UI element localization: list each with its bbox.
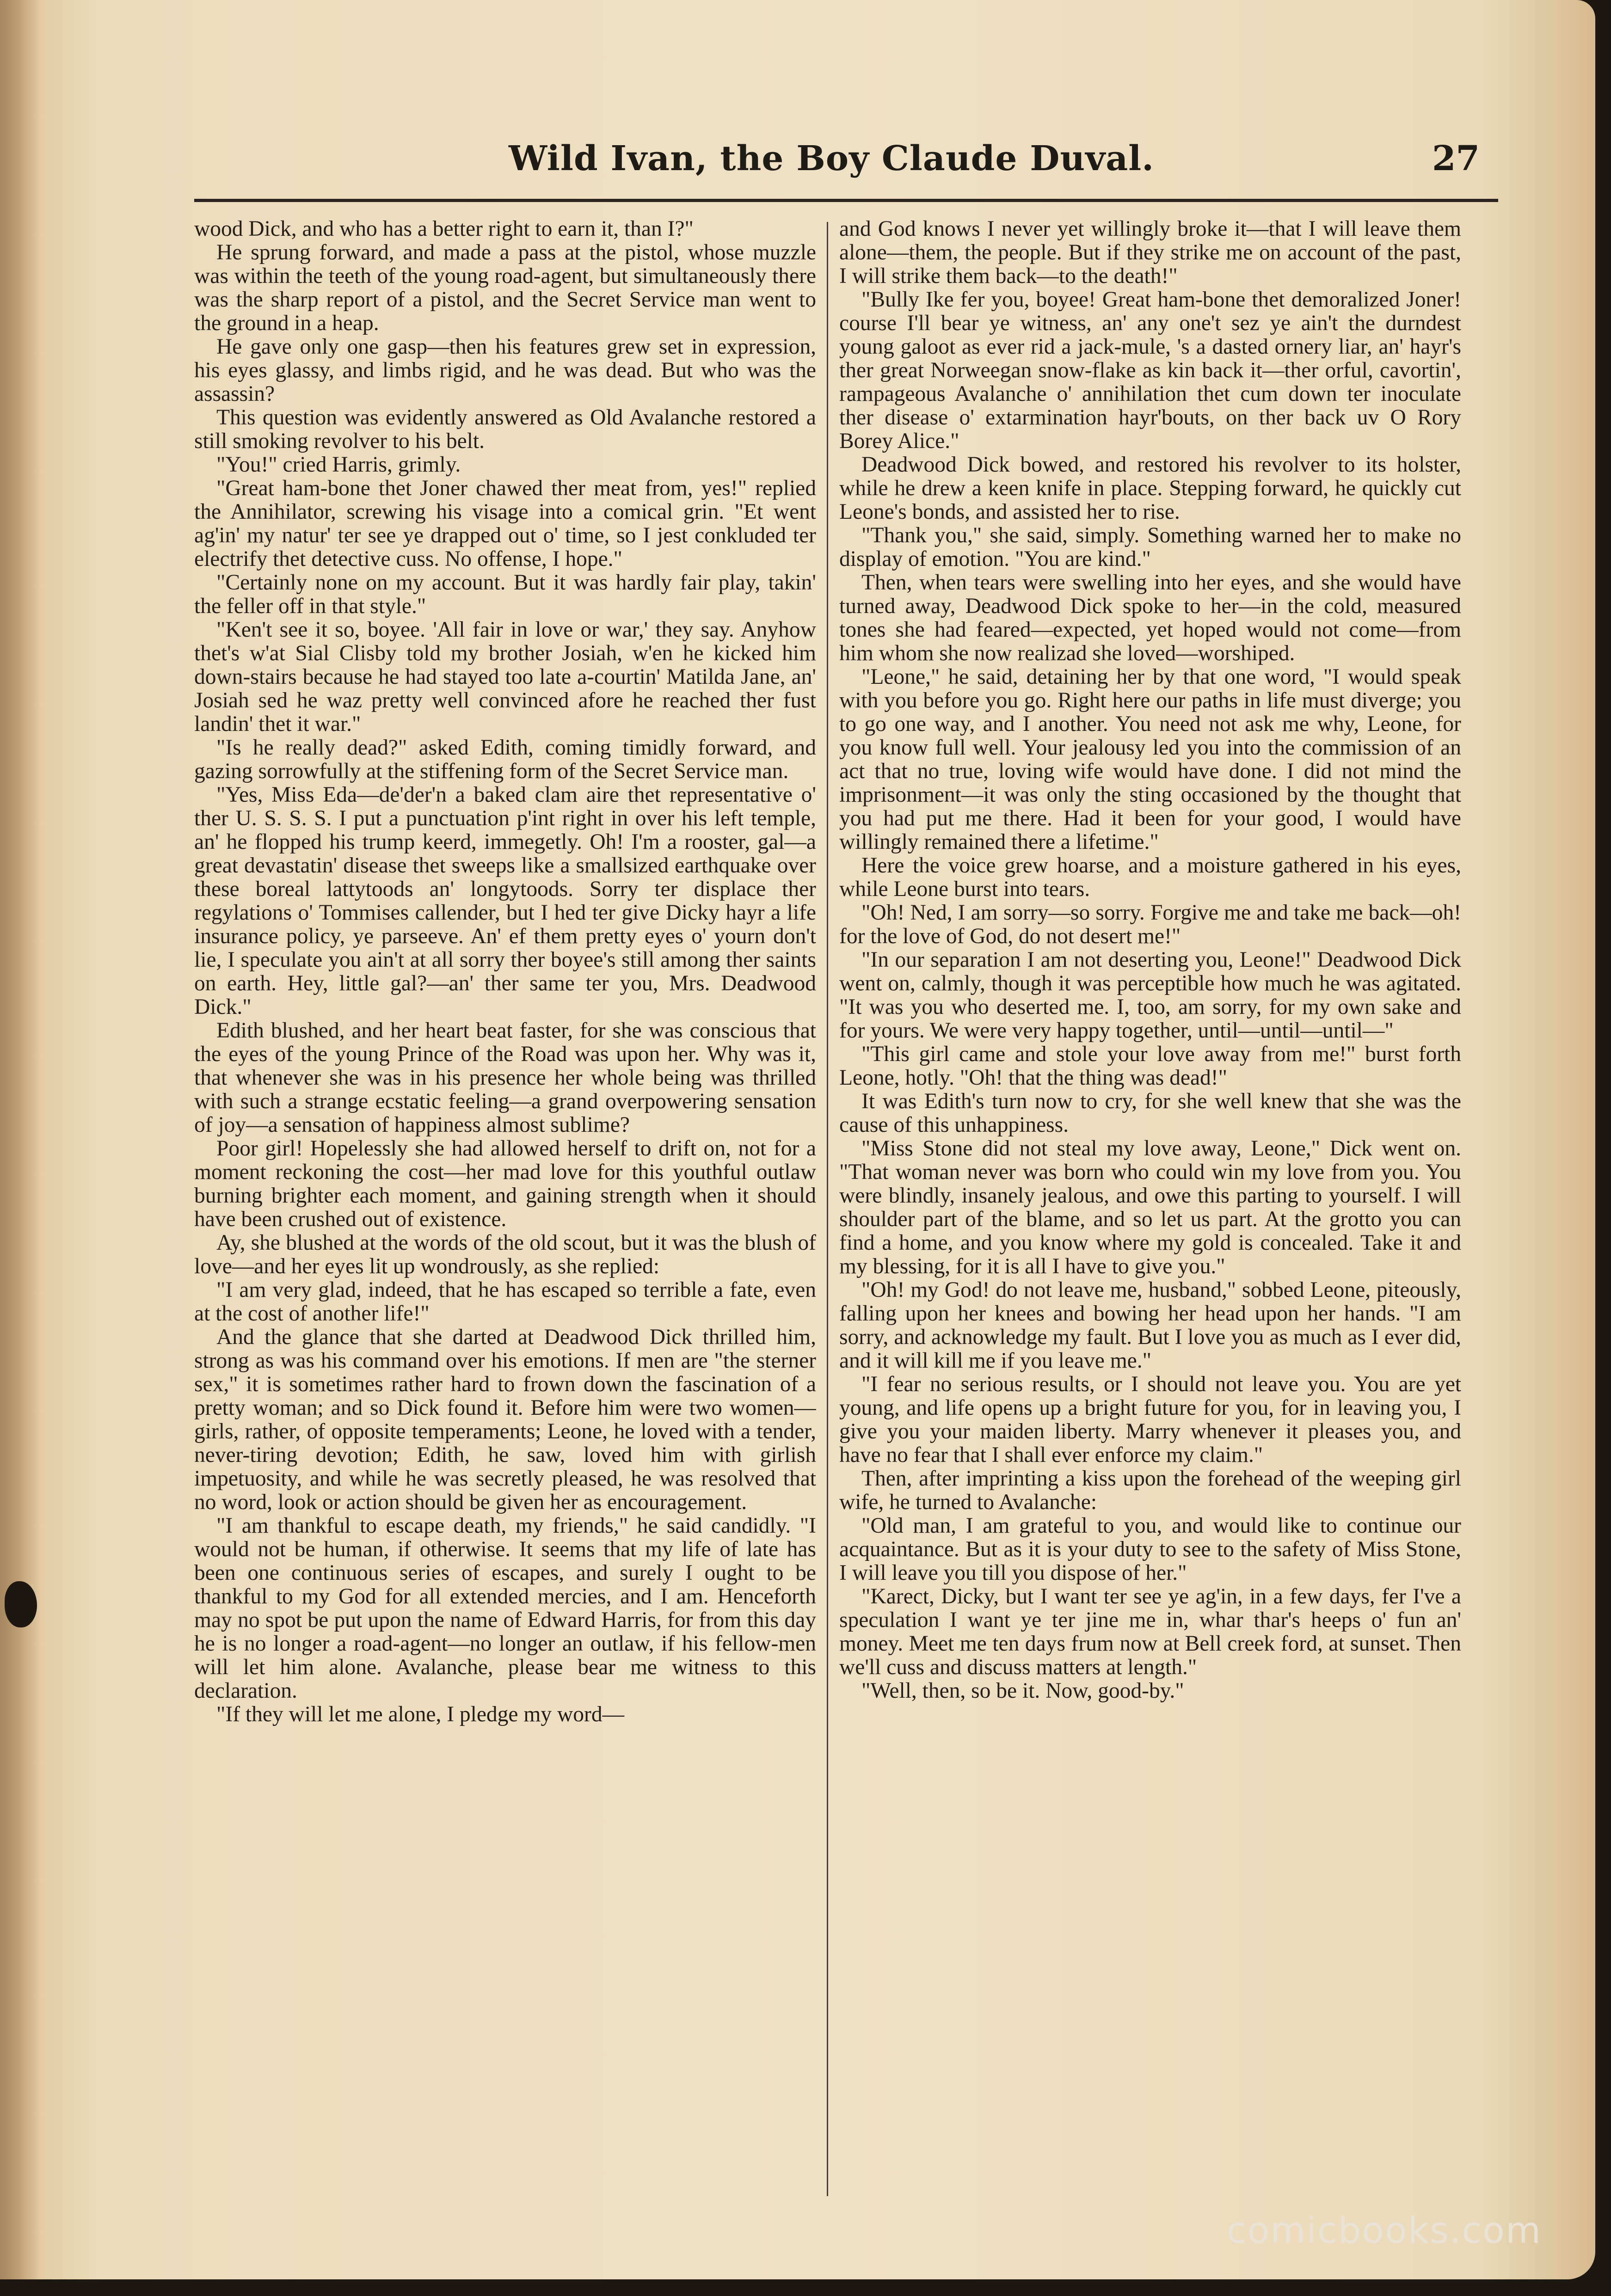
paragraph: And the glance that she darted at Deadwood Dick thrilled him, strong as was his command over his emotions. If men are "the sterner sex," it is sometimes rather hard to frown down the fascination of a pretty woman; and so Dick found it. Before him were two women—girls, rather, of opposite temperaments; Leone, he loved with a tender, never-tiring devotion; Edith, he saw, loved him with girlish impetuosity, and while he was secretly pleased, he was resolved that no word, look or action should be given her as encouragement. [194, 1325, 816, 1514]
paragraph: wood Dick, and who has a better right to earn it, than I?" [194, 217, 694, 241]
paragraph: "Certainly none on my account. But it was hardly fair play, takin' the feller off in that style." [194, 571, 816, 618]
binding-hole [5, 1581, 37, 1627]
paragraph: "Bully Ike fer you, boyee! Great ham-bone thet demoralized Joner! course I'll bear ye witness, an' any one't sez ye ain't the durndest young galoot as ever rid a jack-mule, 's a dasted ornery liar, an' hayr's ther great Norweegan snow-flake as kin back it—ther orful, cavortin', rampageous Avalanche o' annihilation thet cum down ter inoculate ther disease o' extarmination hayr'bouts, on ther back uv O Rory Borey Alice." [839, 288, 1461, 453]
paragraph: This question was evidently answered as Old Avalanche restored a still smoking revolver to his belt. [194, 405, 816, 453]
paragraph: "Old man, I am grateful to you, and would like to continue our acquaintance. But as it is your duty to see to the safety of Miss Stone, I will leave you till you dispose of her." [839, 1514, 1461, 1585]
column-divider [827, 222, 828, 2196]
page-number: 27 [1432, 139, 1480, 178]
header-rule [194, 199, 1498, 202]
paragraph: Here the voice grew hoarse, and a moisture gathered in his eyes, while Leone burst into tears. [839, 853, 1461, 901]
paragraph: "Karect, Dicky, but I want ter see ye ag'in, in a few days, fer I've a speculation I want ye ter jine me in, whar thar's heeps o' fun an' money. Meet me ten days frum now at Bell creek ford, at sunset. Then we'll cuss and discuss matters at length." [839, 1584, 1461, 1679]
paragraph: "Well, then, so be it. Now, good-by." [861, 1679, 1184, 1703]
text-columns [194, 217, 1498, 2205]
right-column [839, 217, 1461, 2205]
paragraph: and God knows I never yet willingly broke it—that I will leave them alone—them, the people. But if they strike me on account of the past, I will strike them back—to the death!" [839, 217, 1461, 288]
paragraph: "You!" cried Harris, grimly. [216, 453, 461, 477]
paragraph: Deadwood Dick bowed, and restored his revolver to its holster, while he drew a keen knife in place. Stepping forward, he quickly cut Leone's bonds, and assisted her to rise. [839, 453, 1461, 524]
paragraph: "Yes, Miss Eda—de'der'n a baked clam aire thet representative o' ther U. S. S. S. I put a punctuation p'int right in over his left temple, an' he flopped his trump keerd, immegetly. Oh! I'm a rooster, gal—a great devastatin' disease thet sweeps like a smallsized earthquake over these boreal lattytoods an' longytoods. Sorry ter displace ther regylations o' Tommises callender, but I hed ter give Dicky hayr a life insurance policy, ye parseeve. An' ef them pretty eyes o' yourn don't lie, I speculate you ain't at all sorry ther boyee's still among ther saints on earth. Hey, little gal?—an' ther same ter you, Mrs. Deadwood Dick." [194, 783, 816, 1019]
paragraph: "This girl came and stole your love away from me!" burst forth Leone, hotly. "Oh! that the thing was dead!" [839, 1042, 1461, 1090]
paragraph: "I fear no serious results, or I should not leave you. You are yet young, and life opens up a bright future for you, for in leaving you, I give you your maiden liberty. Marry whenever it pleases you, and have no fear that I shall ever enforce my claim." [839, 1372, 1461, 1467]
paragraph: He gave only one gasp—then his features grew set in expression, his eyes glassy, and limbs rigid, and he was dead. But who was the assassin? [194, 335, 816, 406]
paragraph: Poor girl! Hopelessly she had allowed herself to drift on, not for a moment reckoning the cost—her mad love for this youthful outlaw burning brighter each moment, and gaining strength when it should have been crushed out of existence. [194, 1136, 816, 1231]
paragraph: "Ken't see it so, boyee. 'All fair in love or war,' they say. Anyhow thet's w'at Sial Clisby told my brother Josiah, w'en he kicked him down-stairs because he had stayed too late a-courtin' Matilda Jane, an' Josiah sed he waz pretty well convinced afore he reached ther fust landin' thet it war." [194, 618, 816, 736]
paragraph: "Miss Stone did not steal my love away, Leone," Dick went on. "That woman never was born who could win my love from you. You were blindly, insanely jealous, and owe this parting to yourself. I will shoulder part of the blame, and so let us part. At the grotto you can find a home, and you know where my gold is concealed. Take it and my blessing, for it is all I have to give you." [839, 1136, 1461, 1278]
paragraph: "If they will let me alone, I pledge my word— [216, 1702, 625, 1726]
paragraph: "I am thankful to escape death, my friends," he said candidly. "I would not be human, if otherwise. It seems that my life of late has been one continuous series of escapes, and surely I ought to be thankful to my God for all extended mercies, and I am. Henceforth may no spot be put upon the name of Edward Harris, for from this day he is no longer a road-agent—no longer an outlaw, if his fellow-men will let him alone. Avalanche, please bear me witness to this declaration. [194, 1514, 816, 1703]
paragraph: "Oh! Ned, I am sorry—so sorry. Forgive me and take me back—oh! for the love of God, do not desert me!" [839, 901, 1461, 948]
binding-shadow [0, 0, 42, 2279]
paragraph: Ay, she blushed at the words of the old scout, but it was the blush of love—and her eyes lit up wondrously, as she replied: [194, 1231, 816, 1278]
page-header [194, 139, 1498, 190]
paragraph: Then, after imprinting a kiss upon the forehead of the weeping girl wife, he turned to Avalanche: [839, 1467, 1461, 1514]
paragraph: "Leone," he said, detaining her by that one word, "I would speak with you before you go. Right here our paths in life must diverge; you to go one way, and I another. You need not ask me why, Leone, for you know full well. Your jealousy led you into the commission of an act that no true, loving wife would have done. I did not mind the imprisonment—it was only the sting occasioned by the thought that you had put me there. Had it been for your good, I would have willingly remained there a lifetime." [839, 665, 1461, 854]
paragraph: He sprung forward, and made a pass at the pistol, whose muzzle was within the teeth of the young road-agent, but simultaneously there was the sharp report of a pistol, and the Secret Service man went to the ground in a heap. [194, 240, 816, 335]
left-column [194, 217, 816, 2205]
paragraph: "Oh! my God! do not leave me, husband," sobbed Leone, piteously, falling upon her knees and bowing her head upon her hands. "I am sorry, and acknowledge my fault. But I love you as much as I ever did, and it will kill me if you leave me." [839, 1278, 1461, 1373]
running-title: Wild Ivan, the Boy Claude Duval. [509, 139, 1155, 178]
paragraph: "Is he really dead?" asked Edith, coming timidly forward, and gazing sorrowfully at the stiffening form of the Secret Service man. [194, 736, 816, 783]
paragraph: "Great ham-bone thet Joner chawed ther meat from, yes!" replied the Annihilator, screwing his visage into a comical grin. "Et went ag'in' my natur' ter see ye drapped out o' time, so I jest conkluded ter electrify thet detective cuss. No offense, I hope." [194, 476, 816, 571]
paragraph: "In our separation I am not deserting you, Leone!" Deadwood Dick went on, calmly, though it was perceptible how much he was agitated. "It was you who deserted me. I, too, am sorry, for my own sake and for yours. We were very happy together, until—until—until—" [839, 948, 1461, 1043]
paragraph: Then, when tears were swelling into her eyes, and she would have turned away, Deadwood Dick spoke to her—in the cold, measured tones she had feared—expected, yet hoped would not come—from him whom she now realizad she loved—worshiped. [839, 571, 1461, 665]
paragraph: "I am very glad, indeed, that he has escaped so terrible a fate, even at the cost of another life!" [194, 1278, 816, 1326]
paragraph: It was Edith's turn now to cry, for she well knew that she was the cause of this unhappiness. [839, 1089, 1461, 1137]
paragraph: Edith blushed, and her heart beat faster, for she was conscious that the eyes of the young Prince of the Road was upon her. Why was it, that whenever she was in his presence her whole being was thrilled with such a strange ecstatic feeling—a grand overpowering sensation of joy—a sensation of happiness almost sublime? [194, 1019, 816, 1137]
paragraph: "Thank you," she said, simply. Something warned her to make no display of emotion. "You are kind." [839, 523, 1461, 571]
watermark: comicbooks.com [1226, 2210, 1542, 2252]
